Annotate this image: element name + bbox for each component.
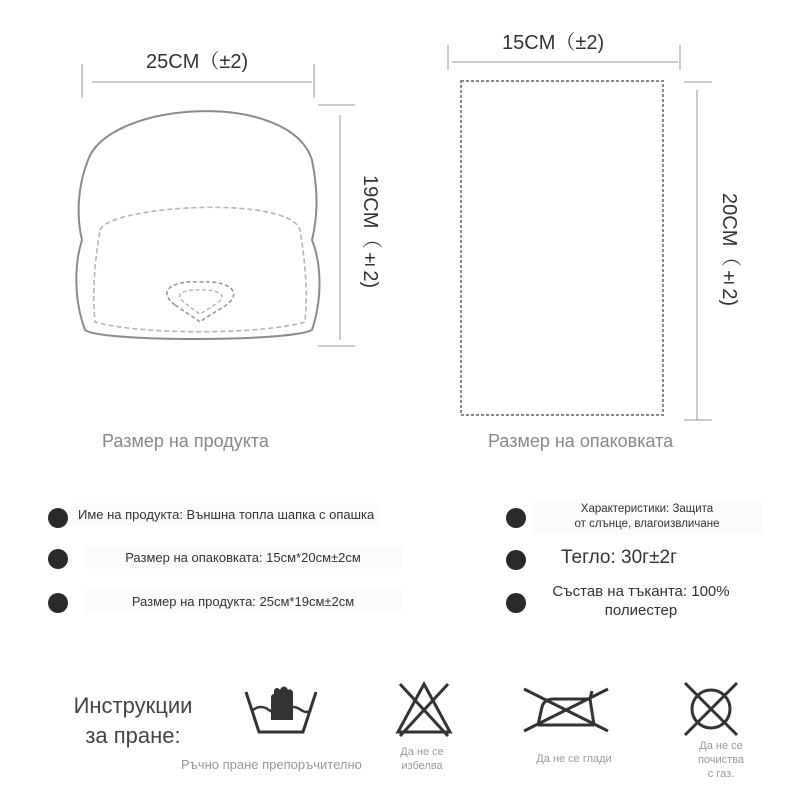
features-line-1: Характеристики: Защита bbox=[580, 503, 714, 515]
bullet-icon bbox=[506, 550, 526, 570]
bullet-icon bbox=[506, 508, 526, 528]
features-line-2: от слънце, влагоизвличане bbox=[574, 518, 720, 530]
no-dryclean-line-2: почиства bbox=[697, 754, 745, 766]
no-bleach-line-1: Да не се bbox=[400, 746, 444, 758]
no-iron-label: Да не се глади bbox=[536, 753, 612, 765]
fabric-spec bbox=[536, 582, 746, 620]
washing-title bbox=[58, 691, 208, 751]
washing-title-line-1: Инструкции bbox=[73, 693, 193, 718]
fabric-line-1: Състав на тъканта: 100% bbox=[552, 583, 730, 600]
bullet-icon bbox=[48, 593, 68, 613]
hand-wash-label: Ръчно пране препоръчително bbox=[181, 757, 362, 772]
product-width-label: 25CM（±2) bbox=[146, 51, 249, 73]
product-size-caption: Размер на продукта bbox=[102, 431, 269, 451]
product-size-spec: Размер на продукта: 25см*19см±2см bbox=[84, 590, 402, 613]
hand-wash-icon bbox=[241, 680, 321, 740]
fabric-line-2: полиестер bbox=[604, 602, 678, 619]
features-spec bbox=[532, 500, 762, 534]
bullet-icon bbox=[48, 508, 68, 528]
bullet-icon bbox=[48, 549, 68, 569]
no-dryclean-line-3: с газ. bbox=[707, 768, 735, 780]
no-dryclean-label bbox=[680, 739, 762, 781]
no-dryclean-line-1: Да не се bbox=[699, 740, 743, 752]
weight-spec: Тегло: 30г±2г bbox=[561, 547, 678, 568]
package-diagram bbox=[400, 0, 800, 460]
product-name-spec: Име на продукта: Външна топла шапка с опашка bbox=[72, 503, 380, 526]
no-iron-icon bbox=[520, 685, 612, 735]
no-bleach-line-2: избелва bbox=[401, 760, 443, 772]
no-dryclean-icon bbox=[681, 679, 741, 739]
product-diagram bbox=[0, 0, 400, 460]
product-height-label: 19CM（±2) bbox=[359, 175, 381, 289]
no-bleach-icon bbox=[394, 678, 454, 738]
bullet-icon bbox=[506, 593, 526, 613]
package-height-label: 20CM（±2) bbox=[718, 193, 740, 307]
no-bleach-label bbox=[389, 745, 455, 773]
washing-title-line-2: за пране: bbox=[85, 723, 181, 748]
package-width-label: 15CM（±2) bbox=[502, 32, 605, 54]
package-size-spec: Размер на опаковката: 15см*20см±2см bbox=[84, 546, 402, 569]
package-size-caption: Размер на опаковката bbox=[488, 431, 674, 451]
